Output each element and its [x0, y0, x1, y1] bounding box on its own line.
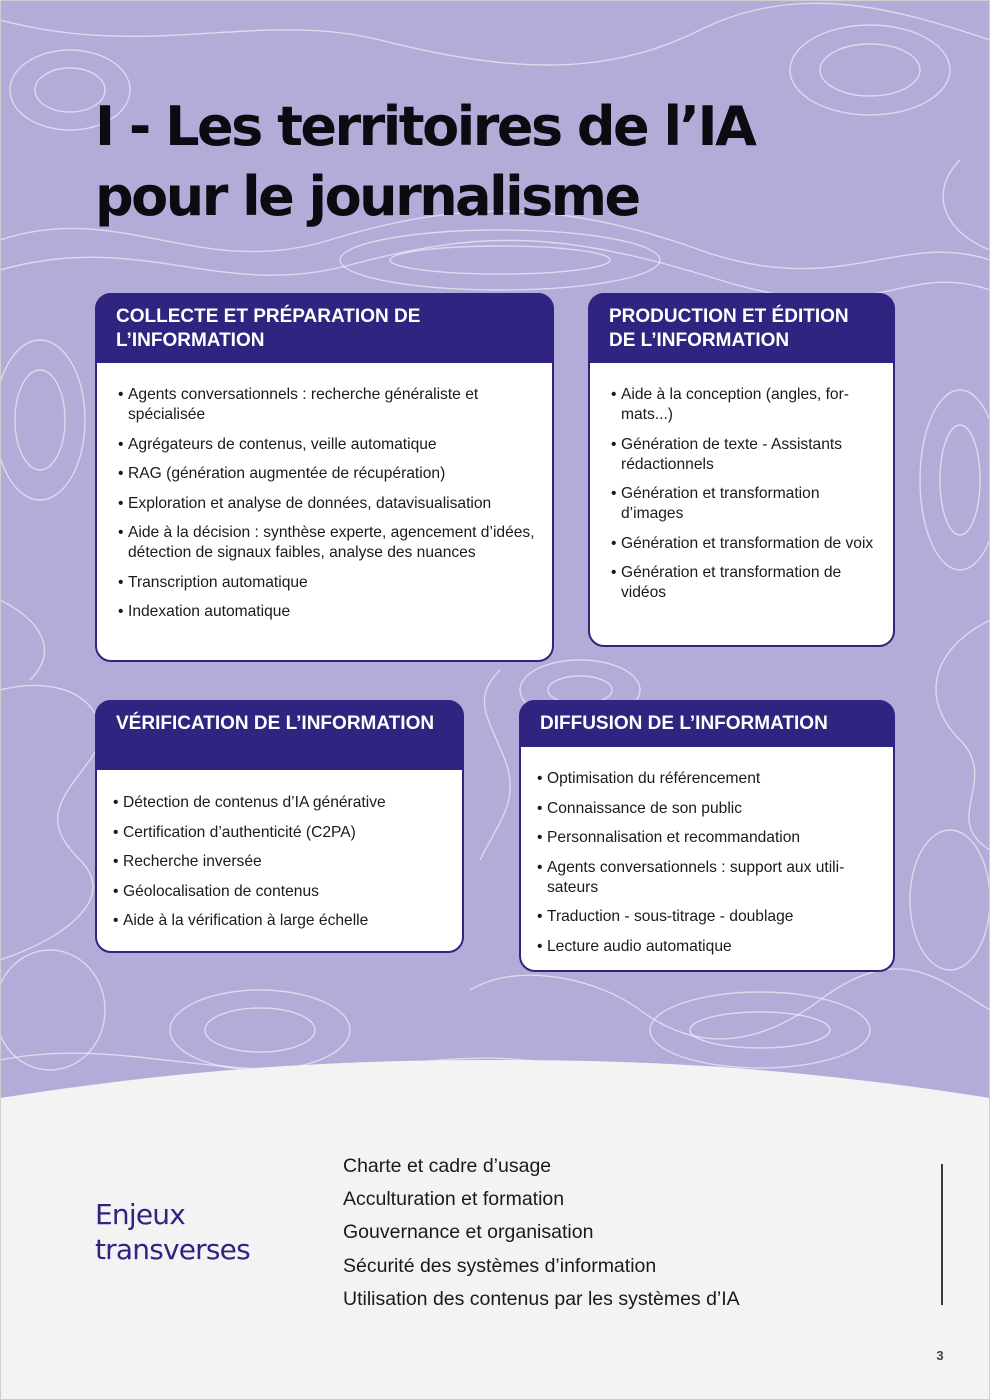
card-header-production: PRODUCTION ET ÉDITION DE L’INFORMATION	[588, 293, 895, 363]
list-item: • Agrégateurs de contenus, veille automatique	[118, 435, 538, 455]
list-item: • Génération et transformation de voix	[611, 534, 883, 554]
list-item: • Personnalisation et recommandation	[537, 828, 883, 848]
list-item: • Génération et transformation d’images	[611, 484, 883, 524]
list-item: • Détection de contenus d’IA générative	[113, 793, 453, 813]
page-number: 3	[936, 1348, 944, 1363]
enjeux-title-line1: Enjeux	[95, 1198, 185, 1231]
list-item: • Aide à la décision : synthèse experte, agencement d’idées, détection de signaux faibles, analyse des nuances	[118, 523, 538, 563]
list-item: • Aide à la vérification à large échelle	[113, 911, 453, 931]
list-item: • Génération et transformation de vidéos	[611, 563, 883, 603]
list-item: • Certification d’authenticité (C2PA)	[113, 823, 453, 843]
list-item: • Géolocalisation de contenus	[113, 882, 453, 902]
page-title-line2: pour le journalisme	[95, 165, 639, 228]
enjeux-item: Sécurité des systèmes d’information	[343, 1254, 657, 1277]
list-item: • Connaissance de son public	[537, 799, 883, 819]
card-header-diffusion: DIFFUSION DE L’INFORMATION	[519, 700, 895, 747]
enjeux-item: Charte et cadre d’usage	[343, 1155, 552, 1177]
enjeux-item: Acculturation et formation	[343, 1188, 565, 1211]
list-item: • RAG (génération augmentée de récupération)	[118, 464, 538, 484]
list-item: • Lecture audio automatique	[537, 937, 883, 957]
enjeux-title-line2: transverses	[95, 1233, 250, 1266]
list-item: • Optimisation du référencement	[537, 769, 883, 789]
list-item: • Agents conversationnels : support aux utili-sateurs	[537, 858, 883, 898]
list-item: • Aide à la conception (angles, for-mats...)	[611, 385, 883, 425]
enjeux-item: Utilisation des contenus par les systèmes d’IA	[343, 1287, 740, 1310]
card-header-collecte: COLLECTE ET PRÉPARATION DE L’INFORMATION	[95, 293, 554, 363]
card-header-verification: VÉRIFICATION DE L’INFORMATION	[95, 700, 464, 770]
list-item: • Génération de texte - Assistants rédactionnels	[611, 435, 883, 475]
list-item: • Agents conversationnels : recherche généraliste et spécialisée	[118, 385, 538, 425]
list-item: • Recherche inversée	[113, 852, 453, 872]
list-item: • Traduction - sous-titrage - doublage	[537, 907, 883, 927]
enjeux-item: Gouvernance et organisation	[343, 1221, 594, 1244]
page-title-line1: I - Les territoires de l’IA	[95, 95, 755, 158]
list-item: • Exploration et analyse de données, datavisualisation	[118, 494, 538, 514]
list-item: • Indexation automatique	[118, 602, 538, 622]
list-item: • Transcription automatique	[118, 573, 538, 593]
